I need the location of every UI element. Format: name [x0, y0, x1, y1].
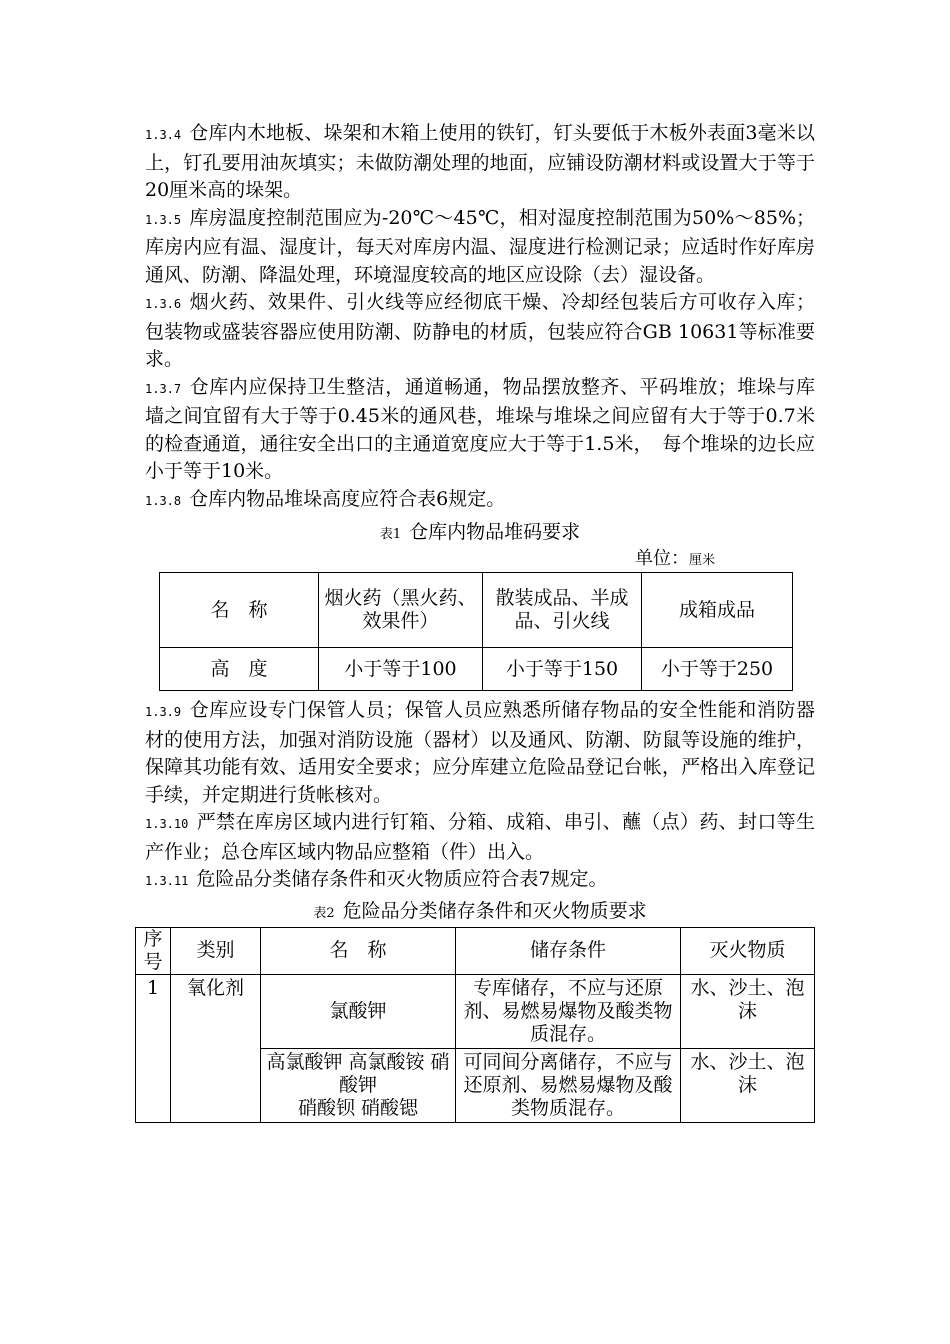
table-cell: 1 — [136, 974, 171, 1122]
table-header-cell: 序号 — [136, 927, 171, 974]
unit-label: 单位： — [634, 548, 689, 569]
table-cell: 高氯酸钾 高氯酸铵 硝酸钾 硝酸钡 硝酸锶 — [261, 1048, 456, 1122]
table-row — [160, 573, 793, 648]
table-cell: 氧化剂 — [171, 974, 261, 1122]
clause-1-3-8 — [145, 486, 815, 516]
table2-title: 危险品分类储存条件和灭火物质要求 — [342, 899, 647, 922]
clause-text: 危险品分类储存条件和灭火物质应符合表7规定。 — [196, 868, 608, 890]
table-header-cell: 储存条件 — [456, 927, 681, 974]
clause-text: 烟火药、效果件、引火线等应经彻底干燥、冷却经包装后方可收存入库；包装物或盛装容器应使用防潮、防静电的材质，包装应符合GB 10631等标准要求。 — [145, 291, 815, 370]
table-row — [136, 927, 815, 974]
clause-1-3-6 — [145, 289, 815, 374]
table-header-cell: 成箱成品 — [642, 573, 793, 648]
table-cell: 小于等于250 — [642, 648, 793, 691]
table-cell: 可同间分离储存，不应与还原剂、易燃易爆物及酸类物质混存。 — [456, 1048, 681, 1122]
table-row — [136, 974, 815, 1048]
table-cell: 水、沙土、泡沫 — [681, 974, 815, 1048]
table-header-cell: 灭火物质 — [681, 927, 815, 974]
clause-1-3-9 — [145, 697, 815, 809]
clause-text: 仓库内应保持卫生整洁，通道畅通，物品摆放整齐、平码堆放；堆垛与库墙之间宜留有大于等于0.45米的通风巷，堆垛与堆垛之间应留有大于等于0.7米的检查通道，通往安全出口的主通道宽度应大于等于1.5米， 每个堆垛的边长应小于等于10米。 — [145, 375, 815, 482]
table2-caption — [145, 898, 815, 927]
table-cell: 专库储存，不应与还原剂、易燃易爆物及酸类物质混存。 — [456, 974, 681, 1048]
table-cell: 氯酸钾 — [261, 974, 456, 1048]
table-cell: 水、沙土、泡沫 — [681, 1048, 815, 1122]
clause-number: 1.3.6 — [145, 297, 182, 311]
clause-number: 1.3.7 — [145, 381, 182, 396]
clause-text: 严禁在库房区域内进行钉箱、分箱、成箱、串引、蘸（点）药、封口等生产作业；总仓库区域内物品应整箱（件）出入。 — [145, 811, 815, 863]
table-row — [160, 648, 793, 691]
clause-number: 1.3.8 — [145, 493, 182, 508]
clause-number: 1.3.10 — [145, 817, 189, 831]
table-cell: 高 度 — [160, 648, 319, 691]
clause-number: 1.3.9 — [145, 705, 182, 719]
table-header-cell: 散装成品、半成 品、引火线 — [483, 573, 642, 648]
clause-number: 1.3.4 — [145, 128, 182, 142]
hazard-storage-table — [135, 927, 815, 1123]
document-page — [145, 120, 815, 1123]
clause-text: 库房温度控制范围应为-20℃～45℃，相对湿度控制范围为50%～85%；库房内应有温、湿度计，每天对库房内温、湿度进行检测记录；应适时作好库房通风、防潮、降温处理，环境湿度较高的地区应设除（去）湿设备。 — [145, 206, 815, 286]
table1-title: 仓库内物品堆码要求 — [409, 521, 581, 543]
table-header-cell: 名 称 — [261, 927, 456, 974]
table-cell: 小于等于100 — [319, 648, 483, 691]
table2-label: 表2 — [313, 905, 335, 921]
table-header-cell: 类别 — [171, 927, 261, 974]
clause-number: 1.3.5 — [145, 212, 182, 227]
clause-1-3-10 — [145, 809, 815, 866]
table1-unit — [145, 548, 815, 572]
clause-text: 仓库内木地板、垛架和木箱上使用的铁钉，钉头要低于木板外表面3毫米以上，钉孔要用油灰填实；未做防潮处理的地面，应铺设防潮材料或设置大于等于20厘米高的垛架。 — [145, 122, 815, 201]
table-header-cell: 烟火药（黑火药、效果件） — [319, 573, 483, 648]
table-cell: 小于等于150 — [483, 648, 642, 691]
clause-1-3-11 — [145, 866, 815, 896]
clause-1-3-4 — [145, 120, 815, 205]
table-header-cell: 名 称 — [160, 573, 319, 648]
table1-caption — [145, 519, 815, 548]
table1-label: 表1 — [379, 527, 402, 542]
clause-text: 仓库应设专门保管人员；保管人员应熟悉所储存物品的安全性能和消防器材的使用方法，加强对消防设施（器材）以及通风、防潮、防鼠等设施的维护，保障其功能有效、适用安全要求；应分库建立危险品登记台帐，严格出入库登记手续，并定期进行货帐核对。 — [145, 699, 815, 806]
clause-1-3-7 — [145, 374, 815, 486]
stacking-height-table — [159, 572, 793, 691]
clause-text: 仓库内物品堆垛高度应符合表6规定。 — [189, 487, 506, 510]
unit-value: 厘米 — [688, 553, 715, 568]
clause-1-3-5 — [145, 205, 815, 290]
clause-number: 1.3.11 — [145, 874, 189, 888]
